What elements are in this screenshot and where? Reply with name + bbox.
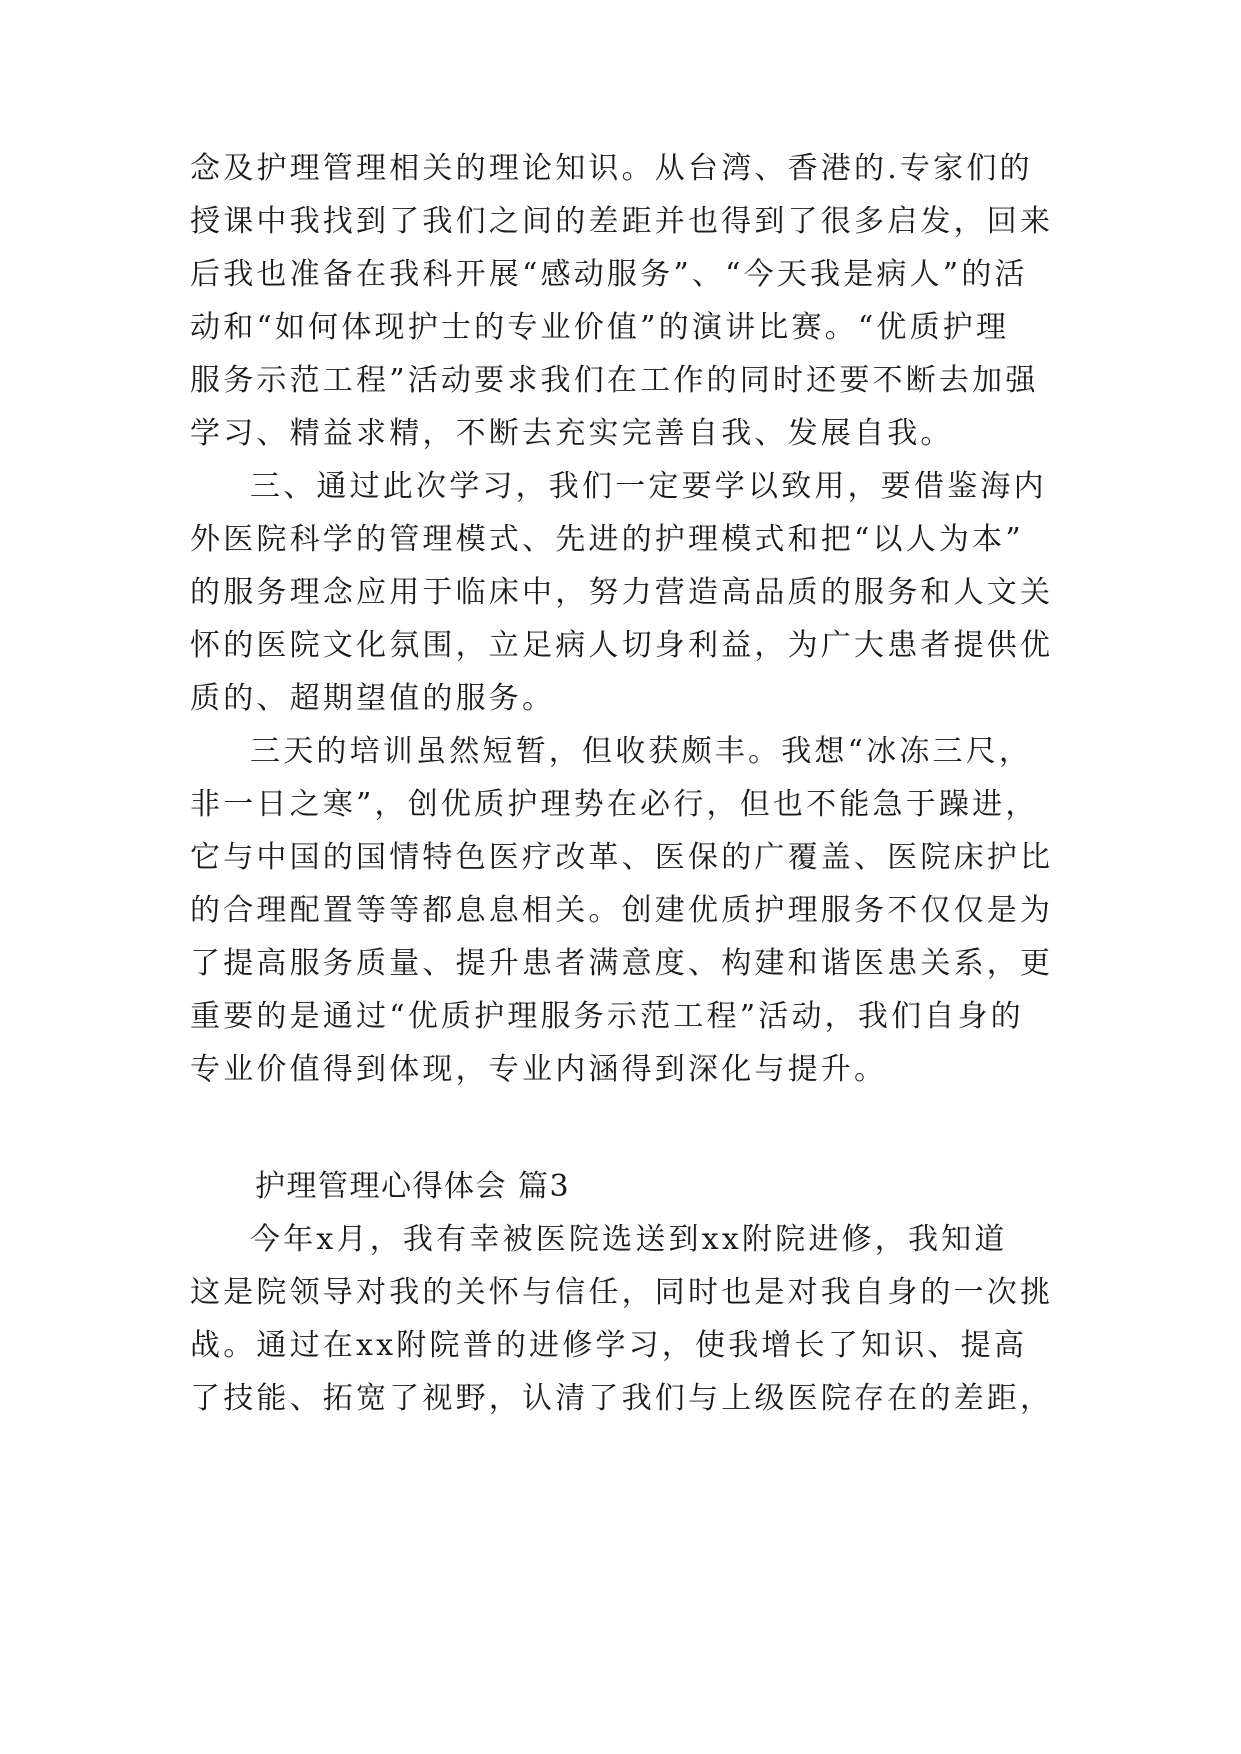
text-line: 重要的是通过“优质护理服务示范工程”活动，我们自身的 [190,999,1024,1034]
text-line: 授课中我找到了我们之间的差距并也得到了很多启发，回来 [190,204,1054,239]
section-heading: 护理管理心得体会 篇3 [255,1169,571,1204]
text-line: 今年x月，我有幸被医院选送到xx附院进修，我知道 [250,1222,1008,1257]
text-line: 三天的培训虽然短暂，但收获颇丰。我想“冰冻三尺， [250,734,1033,769]
text-line: 后我也准备在我科开展“感动服务”、“今天我是病人”的活 [190,257,1028,292]
text-line: 非一日之寒”，创优质护理势在必行，但也不能急于躁进， [190,787,1039,822]
text-line: 的服务理念应用于临床中，努力营造高品质的服务和人文关 [190,575,1054,610]
text-line: 质的、超期望值的服务。 [190,681,556,716]
text-line: 服务示范工程”活动要求我们在工作的同时还要不断去加强 [190,363,1039,398]
text-line: 外医院科学的管理模式、先进的护理模式和把“以人为本” [190,522,1024,557]
text-line: 怀的医院文化氛围，立足病人切身利益，为广大患者提供优 [190,628,1054,663]
text-line: 战。通过在xx附院普的进修学习，使我增长了知识、提高 [190,1328,1028,1363]
text-line: 了技能、拓宽了视野，认清了我们与上级医院存在的差距， [190,1381,1054,1416]
text-line: 动和“如何体现护士的专业价值”的演讲比赛。“优质护理 [190,310,1010,345]
text-line: 它与中国的国情特色医疗改革、医保的广覆盖、医院床护比 [190,840,1054,875]
text-line: 学习、精益求精，不断去充实完善自我、发展自我。 [190,416,954,451]
text-line: 三、通过此次学习，我们一定要学以致用，要借鉴海内 [250,469,1047,504]
text-line: 念及护理管理相关的理论知识。从台湾、香港的.专家们的 [190,151,1033,186]
text-line: 了提高服务质量、提升患者满意度、构建和谐医患关系，更 [190,946,1054,981]
text-line: 专业价值得到体现，专业内涵得到深化与提升。 [190,1052,888,1087]
text-line: 这是院领导对我的关怀与信任，同时也是对我自身的一次挑 [190,1275,1054,1310]
text-line: 的合理配置等等都息息相关。创建优质护理服务不仅仅是为 [190,893,1054,928]
